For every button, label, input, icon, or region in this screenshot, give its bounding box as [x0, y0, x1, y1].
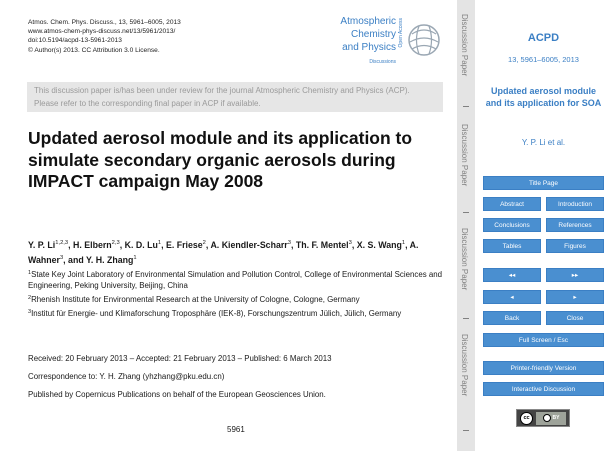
short-author: Y. P. Li et al. — [521, 138, 566, 147]
strip-separator — [463, 318, 469, 319]
affiliation: $^2$Rhenish Institute for Environmental Research at the University of Cologne, Cologne, Germany — [28, 294, 360, 304]
strip-label: Discussion Paper — [460, 228, 469, 291]
author: K. D. Lu — [124, 240, 158, 250]
close-button[interactable]: Close — [546, 311, 604, 325]
logo-line-1: Atmospheric — [340, 16, 396, 27]
author: H. Elbern — [73, 240, 112, 250]
by-attribution — [536, 412, 566, 425]
person-icon — [543, 414, 551, 422]
citation-doi: doi:10.5194/acpd-13-5961-2013 — [28, 37, 122, 45]
logo-open-access: Open Access — [398, 18, 404, 48]
short-title: Updated aerosol module and its application for SOA — [485, 86, 602, 108]
by-label: BY — [552, 415, 560, 421]
author: Y. P. Li — [28, 240, 56, 250]
citation-license: © Author(s) 2013. CC Attribution 3.0 License. — [28, 46, 160, 54]
affiliation: $^3$Institut für Energie- und Klimaforschung Troposphäre (IEK-8), Forschungszentrum Jülich, Jülich, Germany — [28, 308, 402, 318]
conclusions-button[interactable]: Conclusions — [483, 218, 541, 232]
publisher-line: Published by Copernicus Publications on behalf of the European Geosciences Union. — [28, 390, 326, 399]
fullscreen-button[interactable]: Full Screen / Esc — [483, 333, 604, 347]
author: A. Kiendler-Scharr — [210, 240, 288, 250]
references-button[interactable]: References — [546, 218, 604, 232]
strip-separator — [463, 430, 469, 431]
cc-license-badge[interactable] — [516, 409, 570, 427]
strip-label: Discussion Paper — [460, 124, 469, 187]
printer-friendly-button[interactable]: Printer-friendly Version — [483, 361, 604, 375]
previous-page-button[interactable]: ◂ — [483, 290, 541, 304]
review-notice: This discussion paper is/has been under review for the journal Atmospheric Chemistry and Physics (ACP). Please refer to the corresponding final paper in ACP if available. — [27, 82, 443, 112]
strip-separator — [463, 106, 469, 107]
paper-title: Updated aerosol module and its application to simulate secondary organic aerosols during IMPACT campaign May 2008 — [28, 128, 413, 191]
first-page-button[interactable]: ◂◂ — [483, 268, 541, 282]
publication-dates: Received: 20 February 2013 – Accepted: 21 February 2013 – Published: 6 March 2013 — [28, 354, 332, 363]
strip-label: Discussion Paper — [460, 14, 469, 77]
affiliation-list — [28, 268, 448, 321]
citation-block — [28, 18, 181, 55]
author: X. S. Wang — [356, 240, 402, 250]
cc-icon: cc — [520, 412, 533, 425]
page-number: 5961 — [227, 425, 245, 434]
back-button[interactable]: Back — [483, 311, 541, 325]
author: Y. H. Zhang — [86, 254, 134, 265]
author-list: Y. P. Li$^{1,2,3}$, H. Elbern$^{2,3}$, K. D. Lu$^1$, E. Friese$^2$, A. Kiendler-Scharr$^3$, Th. F. Mentel$^3$, X. S. Wang$^1$, A. Wahner$^3$, and Y. H. Zhang$^1$ — [28, 240, 419, 265]
title-page-button[interactable]: Title Page — [483, 176, 604, 190]
journal-logo — [330, 14, 448, 70]
figures-button[interactable]: Figures — [546, 239, 604, 253]
correspondence: Correspondence to: Y. H. Zhang (yhzhang@pku.edu.cn) — [28, 372, 225, 381]
logo-line-2: Chemistry — [350, 29, 396, 40]
introduction-button[interactable]: Introduction — [546, 197, 604, 211]
strip-label: Discussion Paper — [460, 334, 469, 397]
navigation-panel — [475, 0, 612, 451]
author: A. Wahner — [28, 240, 419, 265]
logo-line-3: and Physics — [342, 42, 396, 53]
globe-icon — [406, 20, 442, 60]
logo-discussions: Discussions — [369, 59, 396, 65]
affiliation: $^1$State Key Joint Laboratory of Environmental Simulation and Pollution Control, College of Environmental Sciences and Engineering, Peking University, Beijing, China — [28, 270, 443, 290]
citation-url[interactable]: www.atmos-chem-phys-discuss.net/13/5961/2013/ — [28, 28, 176, 36]
tables-button[interactable]: Tables — [483, 239, 541, 253]
last-page-button[interactable]: ▸▸ — [546, 268, 604, 282]
citation-line: Atmos. Chem. Phys. Discuss., 13, 5961–6005, 2013 — [28, 19, 181, 26]
abstract-button[interactable]: Abstract — [483, 197, 541, 211]
interactive-discussion-button[interactable]: Interactive Discussion — [483, 382, 604, 396]
journal-name: ACPD — [527, 32, 560, 44]
discussion-paper-strip — [457, 0, 475, 451]
journal-volume: 13, 5961–6005, 2013 — [508, 55, 579, 64]
strip-separator — [463, 212, 469, 213]
author: Th. F. Mentel — [295, 240, 349, 250]
next-page-button[interactable]: ▸ — [546, 290, 604, 304]
author: E. Friese — [165, 240, 203, 250]
